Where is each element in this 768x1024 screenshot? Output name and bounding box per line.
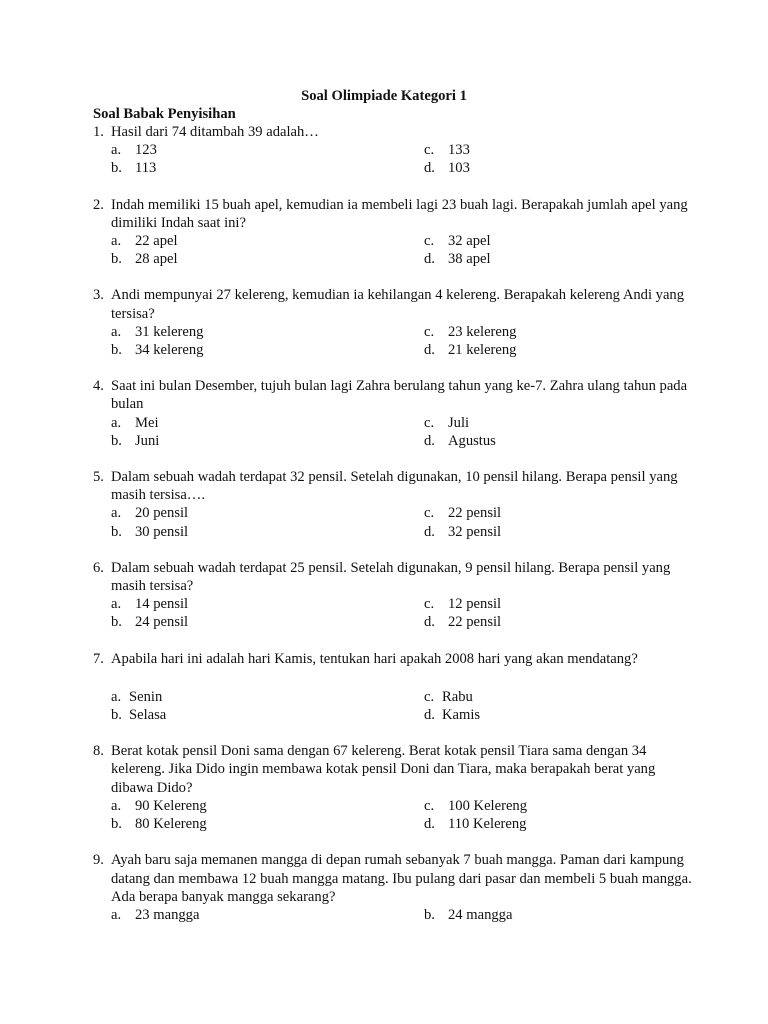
option-b <box>111 159 424 177</box>
question-8 <box>93 742 693 833</box>
option-c <box>424 232 624 250</box>
question-text: Andi mempunyai 27 kelereng, kemudian ia kehilangan 4 kelereng. Berapakah kelereng Andi yang tersisa? <box>111 287 685 322</box>
question-3 <box>93 286 693 359</box>
question-number: 8. <box>93 743 104 760</box>
option-letter: b. <box>424 906 435 923</box>
option-b <box>111 341 424 359</box>
question-text: Ayah baru saja memanen mangga di depan rumah sebanyak 7 buah mangga. Paman dari kampung datang dan membawa 12 buah mangga matang. Ibu pulang dari pasar dan membeli 5 buah mangga. Ada berapa banyak mangga sekarang? <box>111 852 692 905</box>
option-b <box>111 815 424 833</box>
option-letter: b. <box>111 523 122 540</box>
option-letter: a. <box>111 505 122 522</box>
question-text: Berat kotak pensil Doni sama dengan 67 kelereng. Berat kotak pensil Tiara sama dengan 34 kelereng. Jika Dido ingin membawa kotak pensil Doni dan Tiara, maka berapakah berat yang dibawa Dido? <box>111 743 656 796</box>
option-text: Senin <box>129 688 163 705</box>
option-text: 123 <box>135 142 157 159</box>
option-text: Juli <box>448 414 470 431</box>
option-grid <box>111 688 693 724</box>
option-text: 22 apel <box>135 233 178 250</box>
option-text: 32 pensil <box>448 523 502 540</box>
option-letter: d. <box>424 342 435 359</box>
option-text: 110 Kelereng <box>448 816 527 833</box>
option-b <box>424 906 624 924</box>
option-d <box>424 341 624 359</box>
option-letter: b. <box>111 432 122 449</box>
option-a <box>111 504 424 522</box>
option-text: 20 pensil <box>135 505 189 522</box>
option-a <box>111 414 424 432</box>
question-1 <box>93 123 693 178</box>
option-letter: a. <box>111 414 122 431</box>
option-text: 22 pensil <box>448 505 502 522</box>
option-letter: c. <box>424 505 435 522</box>
option-a <box>111 323 424 341</box>
option-grid <box>111 414 693 450</box>
question-number: 2. <box>93 196 104 213</box>
option-d <box>424 432 624 450</box>
option-text: Mei <box>135 414 159 431</box>
option-text: Agustus <box>448 432 496 449</box>
option-d <box>424 159 624 177</box>
option-letter: a. <box>111 688 122 705</box>
option-letter: c. <box>424 688 435 705</box>
option-letter: c. <box>424 233 435 250</box>
option-d <box>424 706 624 724</box>
question-text: Apabila hari ini adalah hari Kamis, tentukan hari apakah 2008 hari yang akan mendatang? <box>111 650 638 667</box>
question-6 <box>93 559 693 632</box>
option-letter: a. <box>111 906 122 923</box>
option-letter: a. <box>111 233 122 250</box>
option-grid <box>111 595 693 631</box>
option-text: 38 apel <box>448 251 491 268</box>
option-letter: c. <box>424 323 435 340</box>
option-text: Juni <box>135 432 160 449</box>
question-4 <box>93 377 693 450</box>
option-d <box>424 523 624 541</box>
option-a <box>111 595 424 613</box>
option-c <box>424 504 624 522</box>
option-letter: c. <box>424 596 435 613</box>
question-7 <box>93 650 693 725</box>
option-letter: c. <box>424 797 435 814</box>
option-a <box>111 797 424 815</box>
option-letter: d. <box>424 432 435 449</box>
option-c <box>424 797 624 815</box>
option-letter: a. <box>111 323 122 340</box>
option-b <box>111 250 424 268</box>
question-number: 6. <box>93 559 104 576</box>
option-letter: b. <box>111 251 122 268</box>
question-text: Hasil dari 74 ditambah 39 adalah… <box>111 124 319 140</box>
option-letter: c. <box>424 142 435 159</box>
document-title: Soal Olimpiade Kategori 1 <box>301 88 467 104</box>
option-text: 103 <box>448 160 470 177</box>
option-letter: b. <box>111 342 122 359</box>
option-text: 22 pensil <box>448 614 502 631</box>
option-letter: a. <box>111 596 122 613</box>
option-letter: b. <box>111 816 122 833</box>
question-number: 9. <box>93 852 104 869</box>
option-letter: c. <box>424 414 435 431</box>
option-a <box>111 688 424 706</box>
option-text: Rabu <box>442 688 473 705</box>
option-d <box>424 815 624 833</box>
option-text: 12 pensil <box>448 596 502 613</box>
option-text: 30 pensil <box>135 523 189 540</box>
option-letter: b. <box>111 707 122 724</box>
option-text: 21 kelereng <box>448 342 517 359</box>
question-text: Dalam sebuah wadah terdapat 32 pensil. Setelah digunakan, 10 pensil hilang. Berapa pensil yang masih tersisa…. <box>111 469 678 504</box>
option-a <box>111 141 424 159</box>
option-text: 34 kelereng <box>135 342 204 359</box>
option-text: 28 apel <box>135 251 178 268</box>
option-text: 24 pensil <box>135 614 189 631</box>
option-grid <box>111 141 693 177</box>
option-b <box>111 523 424 541</box>
question-text: Indah memiliki 15 buah apel, kemudian ia membeli lagi 23 buah lagi. Berapakah jumlah apel yang dimiliki Indah saat ini? <box>111 196 688 231</box>
option-grid <box>111 504 693 540</box>
question-number: 4. <box>93 378 104 395</box>
option-letter: a. <box>111 797 122 814</box>
option-letter: d. <box>424 251 435 268</box>
option-text: 23 mangga <box>135 906 200 923</box>
option-letter: d. <box>424 816 435 833</box>
option-letter: d. <box>424 707 435 724</box>
option-b <box>111 706 424 724</box>
option-text: 23 kelereng <box>448 323 517 340</box>
question-5 <box>93 468 693 541</box>
question-text: Dalam sebuah wadah terdapat 25 pensil. Setelah digunakan, 9 pensil hilang. Berapa pensil yang masih tersisa? <box>111 559 671 595</box>
option-text: 14 pensil <box>135 596 189 613</box>
option-grid <box>111 906 693 924</box>
question-list <box>93 123 693 924</box>
section-heading: Soal Babak Penyisihan <box>93 106 236 122</box>
option-letter: d. <box>424 614 435 631</box>
question-9 <box>93 851 693 924</box>
option-text: 113 <box>135 160 157 177</box>
option-d <box>424 613 624 631</box>
question-number: 3. <box>93 287 104 304</box>
option-grid <box>111 232 693 268</box>
option-c <box>424 141 624 159</box>
option-d <box>424 250 624 268</box>
option-letter: b. <box>111 160 122 177</box>
question-number: 5. <box>93 469 104 486</box>
question-text: Saat ini bulan Desember, tujuh bulan lagi Zahra berulang tahun yang ke-7. Zahra ulang tahun pada bulan <box>111 378 688 413</box>
option-text: Selasa <box>129 707 167 724</box>
option-letter: d. <box>424 160 435 177</box>
option-c <box>424 595 624 613</box>
option-text: 90 Kelereng <box>135 797 207 814</box>
option-a <box>111 232 424 250</box>
option-text: 24 mangga <box>448 906 513 923</box>
option-grid <box>111 797 693 833</box>
option-text: Kamis <box>442 707 481 724</box>
option-b <box>111 613 424 631</box>
option-text: 100 Kelereng <box>448 797 528 814</box>
option-b <box>111 432 424 450</box>
option-letter: d. <box>424 523 435 540</box>
question-number: 7. <box>93 650 104 667</box>
option-grid <box>111 323 693 359</box>
question-number: 1. <box>93 124 104 140</box>
option-text: 80 Kelereng <box>135 816 207 833</box>
option-text: 31 kelereng <box>135 323 204 340</box>
option-letter: a. <box>111 142 122 159</box>
option-letter: b. <box>111 614 122 631</box>
option-c <box>424 688 624 706</box>
option-c <box>424 414 624 432</box>
option-text: 32 apel <box>448 233 491 250</box>
option-c <box>424 323 624 341</box>
question-2 <box>93 196 693 269</box>
option-text: 133 <box>448 142 470 159</box>
option-a <box>111 906 424 924</box>
